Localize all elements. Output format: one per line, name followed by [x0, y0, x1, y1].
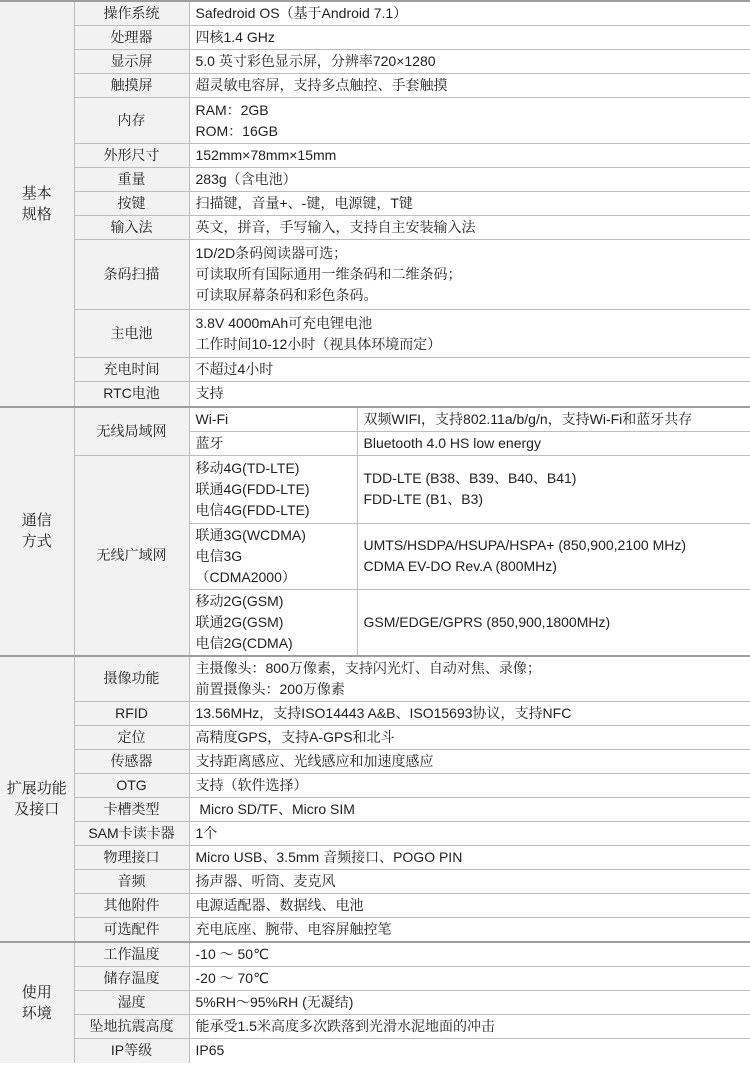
- wwan-4g-name-1: 移动4G(TD-LTE): [195, 459, 300, 476]
- camera-line-2: 前置摄像头：200万像素: [195, 680, 345, 697]
- camera-line-1: 主摄像头：800万像素，支持闪光灯、自动对焦、录像；: [195, 659, 541, 676]
- wlan-bt-value: Bluetooth 4.0 HS low energy: [357, 431, 750, 455]
- row-value-cpu: 四核1.4 GHz: [189, 26, 750, 50]
- row-value-memory: [189, 98, 750, 144]
- wlan-wifi-value: 双频WIFI，支持802.11a/b/g/n，支持Wi-Fi和蓝牙共存: [357, 407, 750, 432]
- barcode-line-3: 可读取屏幕条码和彩色条码。: [195, 287, 378, 303]
- row-value-opt: 充电底座、腕带、电容屏触控笔: [189, 918, 750, 943]
- row-label-store-temp: 储存温度: [74, 967, 189, 991]
- row-value-weight: 283g（含电池）: [189, 168, 750, 192]
- row-label-display: 显示屏: [74, 50, 189, 74]
- section-comm: 通信 方式: [0, 407, 74, 656]
- row-label-wwan: 无线广域网: [74, 455, 189, 656]
- row-value-battery: [189, 310, 750, 358]
- row-label-ip: IP等级: [74, 1039, 189, 1063]
- memory-ram: RAM：2GB: [195, 101, 269, 118]
- wwan-3g-name-2: 电信3G: [195, 547, 243, 564]
- row-label-keys: 按键: [74, 192, 189, 216]
- section-env: 使用 环境: [0, 942, 74, 1063]
- row-value-sensor: 支持距离感应、光线感应和加速度感应: [189, 750, 750, 774]
- row-value-port: Micro USB、3.5mm 音频接口、POGO PIN: [189, 846, 750, 870]
- wwan-3g-value-1: UMTS/HSDPA/HSUPA/HSPA+ (850,900,2100 MHz): [363, 537, 686, 553]
- barcode-line-2: 可读取所有国际通用一维条码和二维条码；: [195, 266, 462, 282]
- wwan-2g-name-1: 移动2G(GSM): [195, 592, 284, 609]
- wwan-4g-value-1: TDD-LTE (B38、B39、B40、B41): [363, 470, 577, 486]
- wwan-4g-names: [189, 455, 357, 523]
- row-label-size: 外形尺寸: [74, 144, 189, 168]
- row-label-barcode: 条码扫描: [74, 240, 189, 310]
- row-label-os: 操作系统: [74, 1, 189, 26]
- row-value-work-temp: -10 ～ 50℃: [189, 942, 750, 967]
- wwan-3g-name-1: 联通3G(WCDMA): [195, 526, 306, 543]
- row-label-slot: 卡槽类型: [74, 798, 189, 822]
- row-value-audio: 扬声器、听筒、麦克风: [189, 870, 750, 894]
- wwan-3g-values: [357, 523, 750, 589]
- wwan-4g-name-2: 联通4G(FDD-LTE): [195, 480, 310, 497]
- row-label-touch: 触摸屏: [74, 74, 189, 98]
- row-value-display: 5.0 英寸彩色显示屏，分辨率720×1280: [189, 50, 750, 74]
- row-value-slot: Micro SD/TF、Micro SIM: [189, 798, 750, 822]
- row-label-drop: 坠地抗震高度: [74, 1015, 189, 1039]
- row-label-opt: 可选配件: [74, 918, 189, 943]
- row-label-otg: OTG: [74, 774, 189, 798]
- row-value-store-temp: -20 ～ 70℃: [189, 967, 750, 991]
- wwan-3g-names: [189, 523, 357, 589]
- battery-line-2: 工作时间10-12小时（视具体环境而定）: [195, 335, 442, 352]
- wwan-2g-values: [357, 589, 750, 656]
- row-label-humidity: 湿度: [74, 991, 189, 1015]
- row-value-camera: [189, 656, 750, 702]
- wwan-4g-name-3: 电信4G(FDD-LTE): [195, 501, 310, 518]
- row-value-drop: 能承受1.5米高度多次跌落到光滑水泥地面的冲击: [189, 1015, 750, 1039]
- row-label-rfid: RFID: [74, 702, 189, 726]
- row-value-charge: 不超过4小时: [189, 358, 750, 382]
- row-value-touch: 超灵敏电容屏，支持多点触控、手套触摸: [189, 74, 750, 98]
- row-value-keys: 扫描键，音量+、-键，电源键，T键: [189, 192, 750, 216]
- wwan-2g-names: [189, 589, 357, 656]
- wwan-3g-name-3: （CDMA2000）: [195, 568, 296, 585]
- section-basic: 基本 规格: [0, 1, 74, 407]
- row-label-weight: 重量: [74, 168, 189, 192]
- row-label-charge: 充电时间: [74, 358, 189, 382]
- row-label-acc: 其他附件: [74, 894, 189, 918]
- row-value-acc: 电源适配器、数据线、电池: [189, 894, 750, 918]
- row-value-humidity: 5%RH～95%RH (无凝结): [189, 991, 750, 1015]
- row-value-barcode: [189, 240, 750, 310]
- wwan-4g-value-2: FDD-LTE (B1、B3): [363, 491, 484, 507]
- row-value-otg: 支持（软件选择）: [189, 774, 750, 798]
- row-value-gps: 高精度GPS，支持A-GPS和北斗: [189, 726, 750, 750]
- wwan-4g-values: [357, 455, 750, 523]
- row-value-input: 英文，拼音，手写输入，支持自主安装输入法: [189, 216, 750, 240]
- row-value-ip: IP65: [189, 1039, 750, 1063]
- wwan-2g-name-2: 联通2G(GSM): [195, 613, 284, 630]
- row-value-rfid: 13.56MHz，支持ISO14443 A&B、ISO15693协议，支持NFC: [189, 702, 750, 726]
- row-label-rtc: RTC电池: [74, 382, 189, 406]
- row-value-rtc: 支持: [189, 382, 750, 406]
- row-label-battery: 主电池: [74, 310, 189, 358]
- row-value-os: Safedroid OS（基于Android 7.1）: [189, 1, 750, 26]
- row-label-gps: 定位: [74, 726, 189, 750]
- row-label-cpu: 处理器: [74, 26, 189, 50]
- row-label-input: 输入法: [74, 216, 189, 240]
- row-label-work-temp: 工作温度: [74, 942, 189, 967]
- wlan-bt-name: 蓝牙: [189, 431, 357, 455]
- wlan-wifi-name: Wi-Fi: [189, 407, 357, 432]
- row-label-sensor: 传感器: [74, 750, 189, 774]
- wwan-2g-name-3: 电信2G(CDMA): [195, 634, 293, 651]
- row-value-sam: 1个: [189, 822, 750, 846]
- wwan-3g-value-2: CDMA EV-DO Rev.A (800MHz): [363, 558, 557, 574]
- memory-rom: ROM：16GB: [195, 122, 278, 139]
- row-label-camera: 摄像功能: [74, 656, 189, 702]
- barcode-line-1: 1D/2D条码阅读器可选；: [195, 245, 348, 261]
- row-label-memory: 内存: [74, 98, 189, 144]
- section-ext: 扩展功能 及接口: [0, 656, 74, 943]
- row-value-size: 152mm×78mm×15mm: [189, 144, 750, 168]
- row-label-audio: 音频: [74, 870, 189, 894]
- row-label-sam: SAM卡读卡器: [74, 822, 189, 846]
- row-label-port: 物理接口: [74, 846, 189, 870]
- battery-line-1: 3.8V 4000mAh可充电锂电池: [195, 314, 373, 331]
- row-label-wlan: 无线局域网: [74, 407, 189, 456]
- wwan-2g-value-1: GSM/EDGE/GPRS (850,900,1800MHz): [363, 613, 611, 630]
